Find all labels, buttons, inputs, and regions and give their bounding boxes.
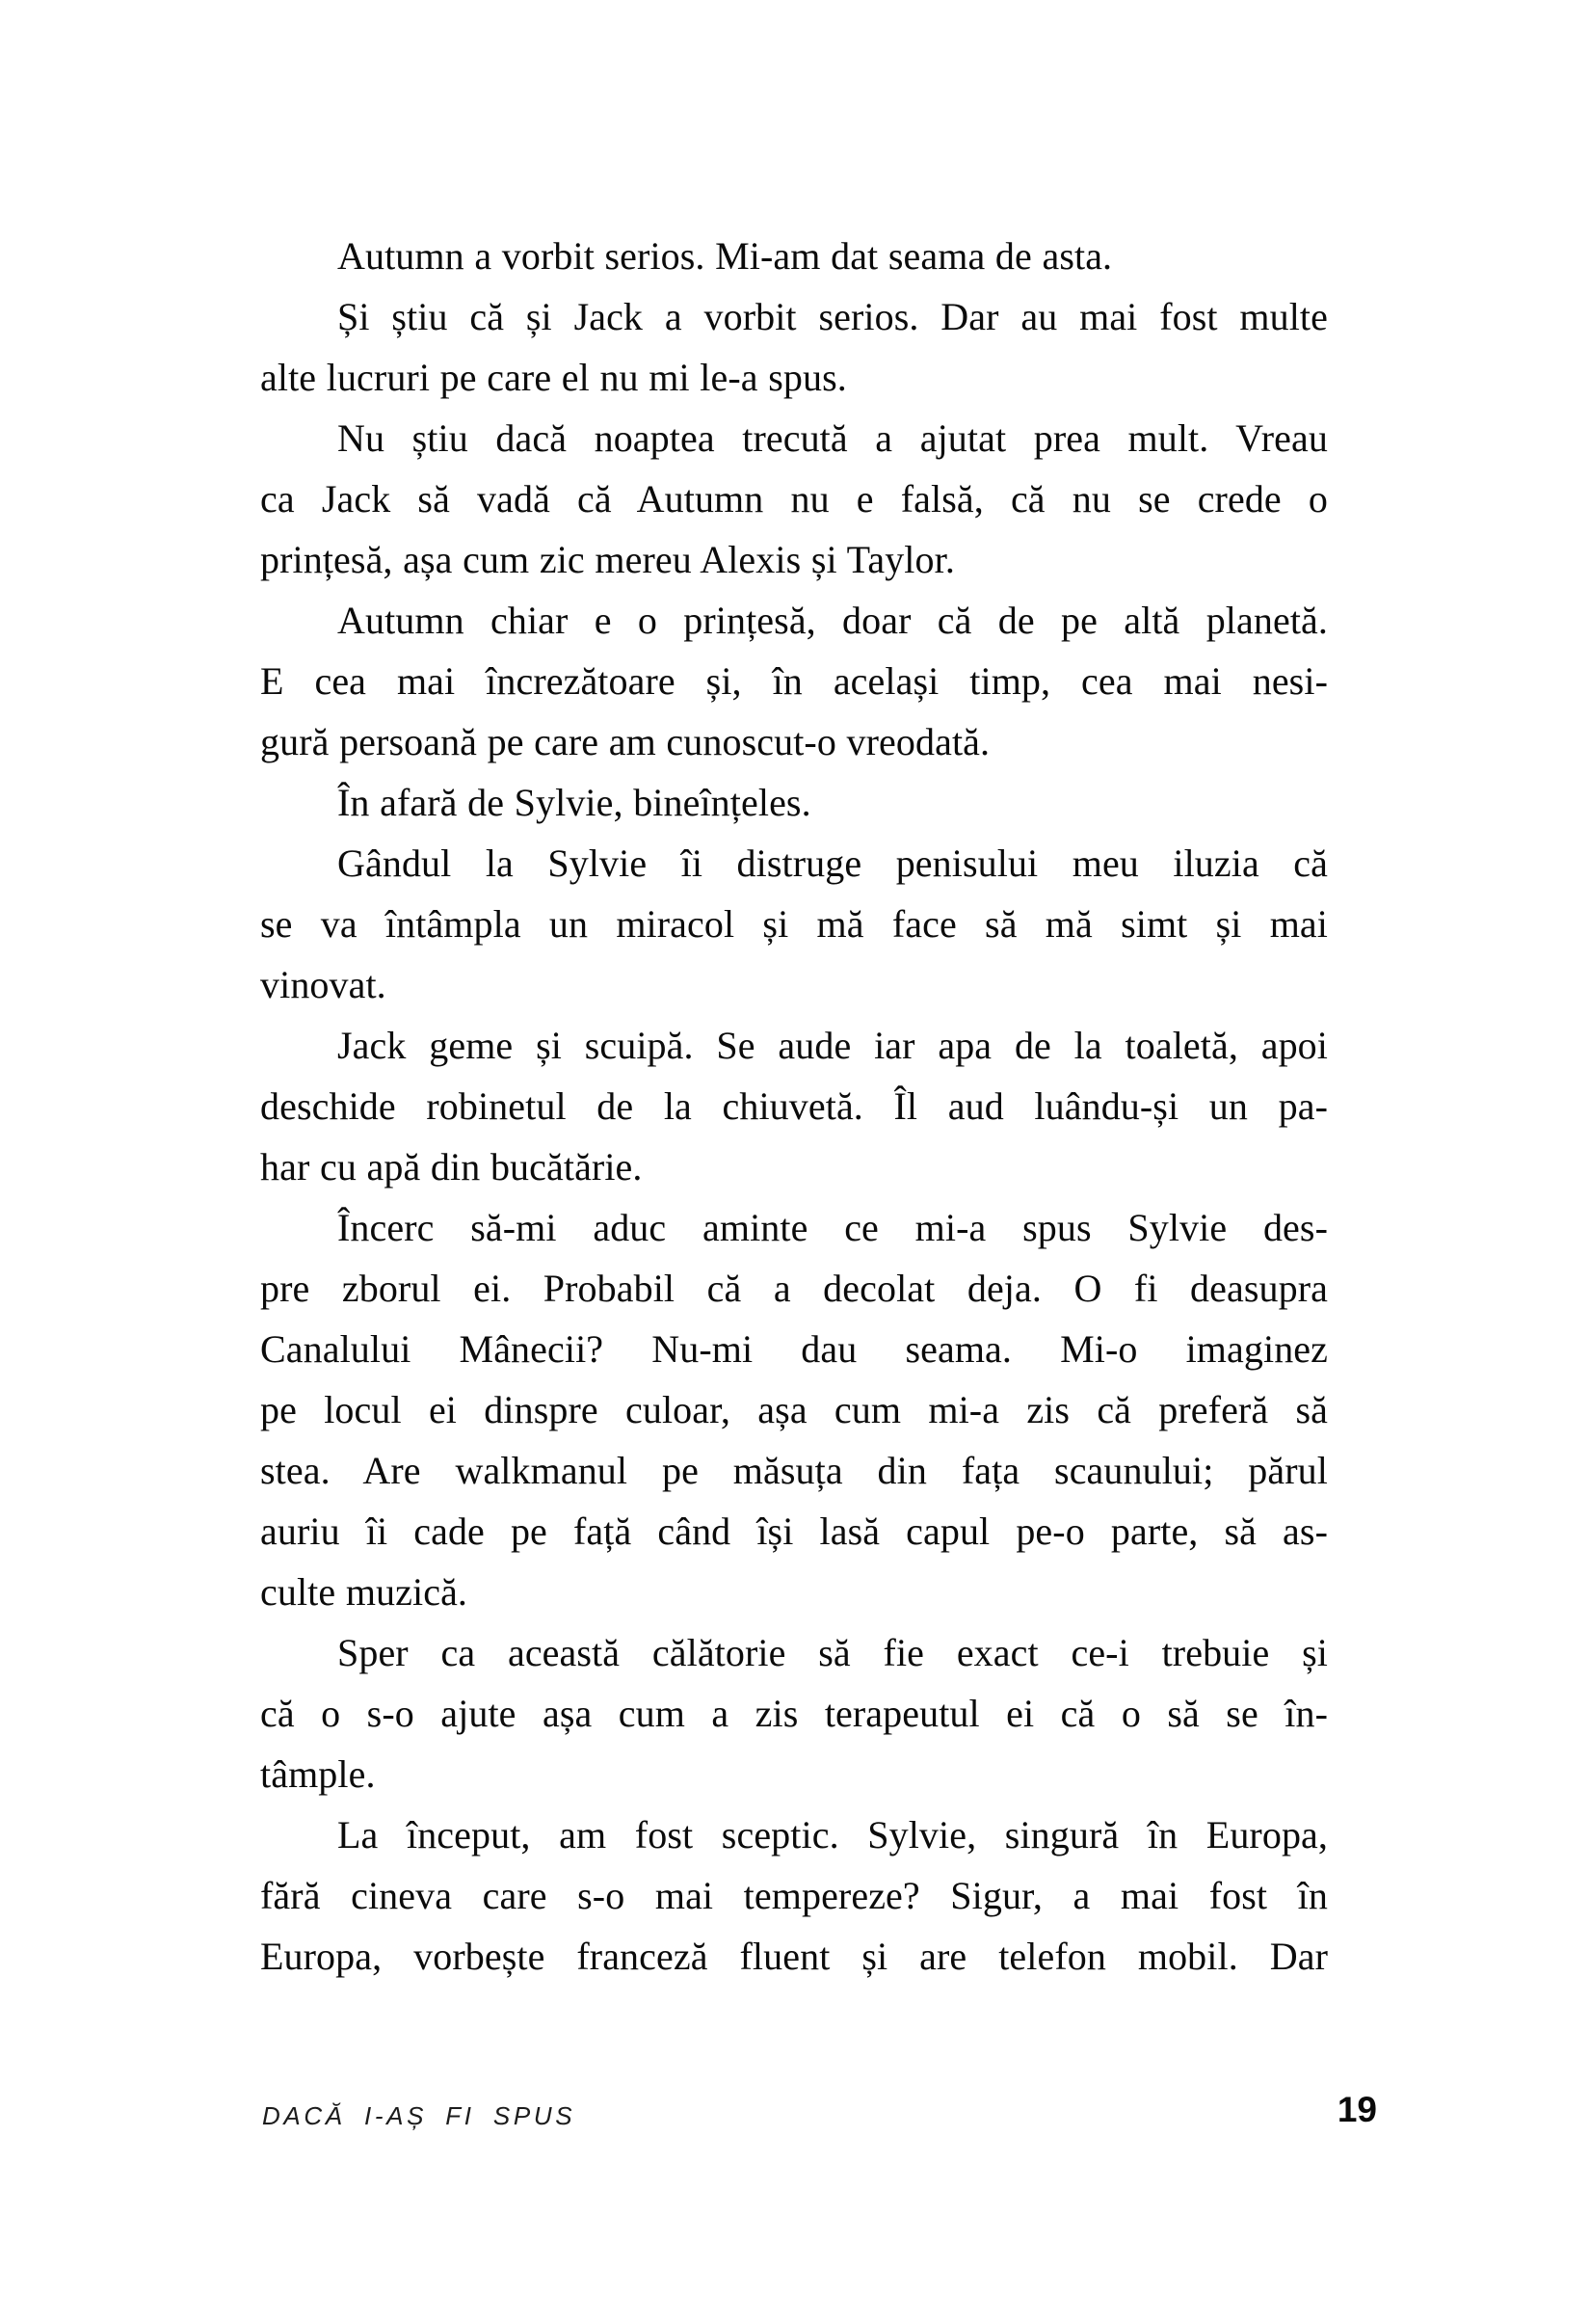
text-line: Gândul la Sylvie îi distruge penisului meu iluzia că (337, 841, 1328, 885)
text-line: har cu apă din bucătărie. (260, 1145, 643, 1189)
text-line: prințesă, așa cum zic mereu Alexis și Taylor. (260, 538, 955, 581)
text-line: Canalului Mânecii? Nu-mi dau seama. Mi-o imaginez (260, 1327, 1328, 1371)
text-line: ca Jack să vadă că Autumn nu e falsă, că nu se crede o (260, 477, 1328, 521)
text-line: Jack geme și scuipă. Se aude iar apa de la toaletă, apoi (337, 1024, 1328, 1067)
text-line: vinovat. (260, 963, 386, 1006)
text-line: Nu știu dacă noaptea trecută a ajutat prea mult. Vreau (337, 416, 1328, 460)
body-text-block (260, 226, 1328, 1987)
text-line: Și știu că și Jack a vorbit serios. Dar au mai fost multe (337, 295, 1328, 338)
text-line: La început, am fost sceptic. Sylvie, singură în Europa, (337, 1813, 1328, 1857)
page-number: 19 (1337, 2090, 1377, 2129)
text-line: Autumn chiar e o prințesă, doar că de pe altă planetă. (337, 599, 1328, 642)
text-line: alte lucruri pe care el nu mi le-a spus. (260, 356, 847, 399)
text-line: pre zborul ei. Probabil că a decolat deja. O fi deasupra (260, 1267, 1328, 1310)
text-line: deschide robinetul de la chiuvetă. Îl aud luându-și un pa- (260, 1084, 1328, 1128)
text-line: tâmple. (260, 1752, 376, 1796)
text-line: stea. Are walkmanul pe măsuța din fața scaunului; părul (260, 1449, 1328, 1492)
text-line: pe locul ei dinspre culoar, așa cum mi-a zis că preferă să (260, 1388, 1328, 1431)
page-footer (0, 2090, 1589, 2148)
text-line: culte muzică. (260, 1570, 468, 1614)
text-line: În afară de Sylvie, bineînțeles. (337, 781, 811, 824)
text-line: Sper ca această călătorie să fie exact ce-i trebuie și (337, 1631, 1328, 1674)
running-title: DACĂ I-AȘ FI SPUS (262, 2101, 576, 2130)
text-line: Europa, vorbește franceză fluent și are telefon mobil. Dar (260, 1935, 1328, 1978)
text-line: Încerc să-mi aduc aminte ce mi-a spus Sylvie des- (337, 1206, 1328, 1249)
text-line: Autumn a vorbit serios. Mi-am dat seama de asta. (337, 234, 1113, 278)
text-line: fără cineva care s-o mai tempereze? Sigur, a mai fost în (260, 1874, 1328, 1917)
text-line: se va întâmpla un miracol și mă face să mă simt și mai (260, 902, 1328, 946)
text-line: gură persoană pe care am cunoscut-o vreodată. (260, 720, 991, 763)
text-line: E cea mai încrezătoare și, în același timp, cea mai nesi- (260, 659, 1328, 703)
text-line: că o s-o ajute așa cum a zis terapeutul ei că o să se în- (260, 1692, 1328, 1735)
text-line: auriu îi cade pe față când își lasă capul pe-o parte, să as- (260, 1509, 1328, 1553)
